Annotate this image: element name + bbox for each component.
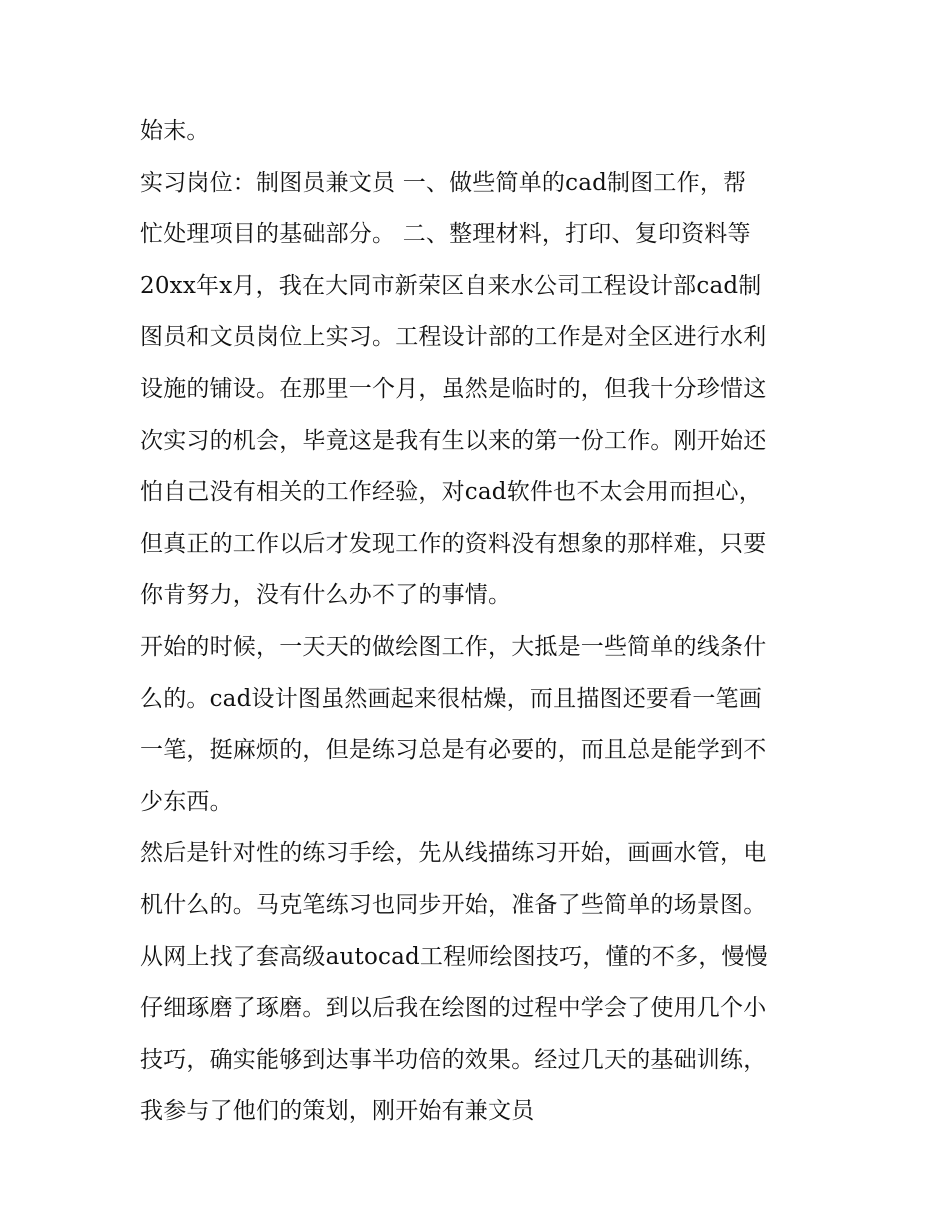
text-line: 图员和文员岗位上实习。工程设计部的工作是对全区进行水利 xyxy=(140,324,767,351)
text-line: 一笔，挺麻烦的，但是练习总是有必要的，而且总是能学到不 xyxy=(140,737,767,764)
text-line: 20xx年x月，我在大同市新荣区自来水公司工程设计部cad制 xyxy=(140,272,762,299)
text-line: 我参与了他们的策划，刚开始有兼文员 xyxy=(140,1098,535,1125)
text-line: 机什么的。马克笔练习也同步开始，准备了些简单的场景图。 xyxy=(140,891,767,918)
body-text xyxy=(140,106,830,1138)
text-line: 实习岗位：制图员兼文员 一、做些简单的cad制图工作，帮 xyxy=(140,169,747,196)
text-line: 你肯努力，没有什么办不了的事情。 xyxy=(140,582,512,609)
text-line: 然后是针对性的练习手绘，先从线描练习开始，画画水管，电 xyxy=(140,840,767,867)
text-line: 设施的铺设。在那里一个月，虽然是临时的，但我十分珍惜这 xyxy=(140,375,767,402)
text-line: 少东西。 xyxy=(140,788,233,815)
text-line: 么的。cad设计图虽然画起来很枯燥，而且描图还要看一笔画 xyxy=(140,685,762,712)
text-line: 从网上找了套高级autocad工程师绘图技巧，懂的不多，慢慢 xyxy=(140,943,768,970)
text-line: 次实习的机会，毕竟这是我有生以来的第一份工作。刚开始还 xyxy=(140,427,767,454)
text-line: 开始的时候，一天天的做绘图工作，大抵是一些简单的线条什 xyxy=(140,633,767,660)
text-line: 怕自己没有相关的工作经验，对cad软件也不太会用而担心， xyxy=(140,479,762,506)
text-line: 但真正的工作以后才发现工作的资料没有想象的那样难，只要 xyxy=(140,530,767,557)
text-line: 技巧，确实能够到达事半功倍的效果。经过几天的基础训练， xyxy=(140,1046,767,1073)
text-line: 始末。 xyxy=(140,118,210,144)
text-line: 仔细琢磨了琢磨。到以后我在绘图的过程中学会了使用几个小 xyxy=(140,995,767,1022)
text-line: 忙处理项目的基础部分。 二、整理材料，打印、复印资料等 xyxy=(140,221,751,248)
